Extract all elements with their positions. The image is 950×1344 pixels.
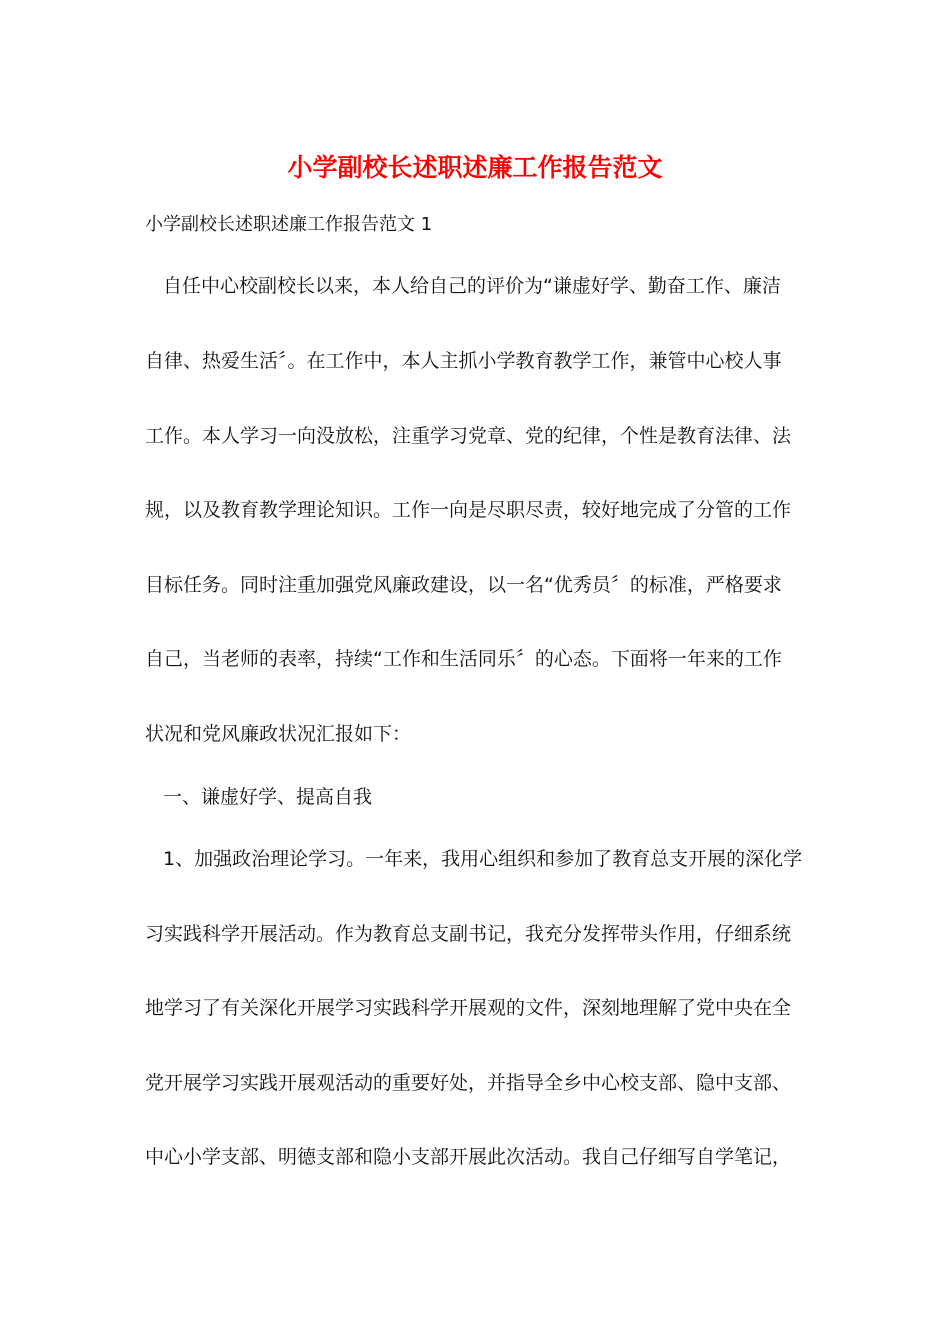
paragraph-line: 自任中心校副校长以来，本人给自己的评价为“谦虚好学、勤奋工作、廉洁 — [163, 275, 781, 297]
paragraph-line: 工作。本人学习一向没放松，注重学习党章、党的纪律，个性是教育法律、法 — [145, 425, 792, 447]
paragraph-line: 习实践科学开展活动。作为教育总支副书记，我充分发挥带头作用，仔细系统 — [145, 923, 792, 945]
paragraph-line: 中心小学支部、明德支部和隐小支部开展此次活动。我自己仔细写自学笔记， — [145, 1146, 792, 1168]
paragraph-line: 状况和党风廉政状况汇报如下： — [145, 723, 412, 745]
document-title: 小学副校长述职述廉工作报告范文 — [287, 153, 663, 182]
paragraph-line: 1、加强政治理论学习。一年来，我用心组织和参加了教育总支开展的深化学 — [163, 848, 803, 870]
paragraph-line: 规，以及教育教学理论知识。工作一向是尽职尽责，较好地完成了分管的工作 — [145, 499, 792, 521]
paragraph-line: 党开展学习实践开展观活动的重要好处，并指导全乡中心校支部、隐中支部、 — [145, 1072, 792, 1094]
paragraph-line: 目标任务。同时注重加强党风廉政建设，以一名“优秀员〞的标准，严格要求 — [145, 574, 782, 596]
paragraph-line: 自律、热爱生活〞。在工作中，本人主抓小学教育教学工作，兼管中心校人事 — [145, 350, 782, 372]
section-heading: 一、谦虚好学、提高自我 — [163, 786, 373, 808]
document-subtitle: 小学副校长述职述廉工作报告范文 1 — [145, 214, 433, 235]
paragraph-line: 地学习了有关深化开展学习实践科学开展观的文件，深刻地理解了党中央在全 — [145, 997, 792, 1019]
paragraph-line: 自己，当老师的表率，持续“工作和生活同乐〞的心态。下面将一年来的工作 — [145, 648, 782, 670]
